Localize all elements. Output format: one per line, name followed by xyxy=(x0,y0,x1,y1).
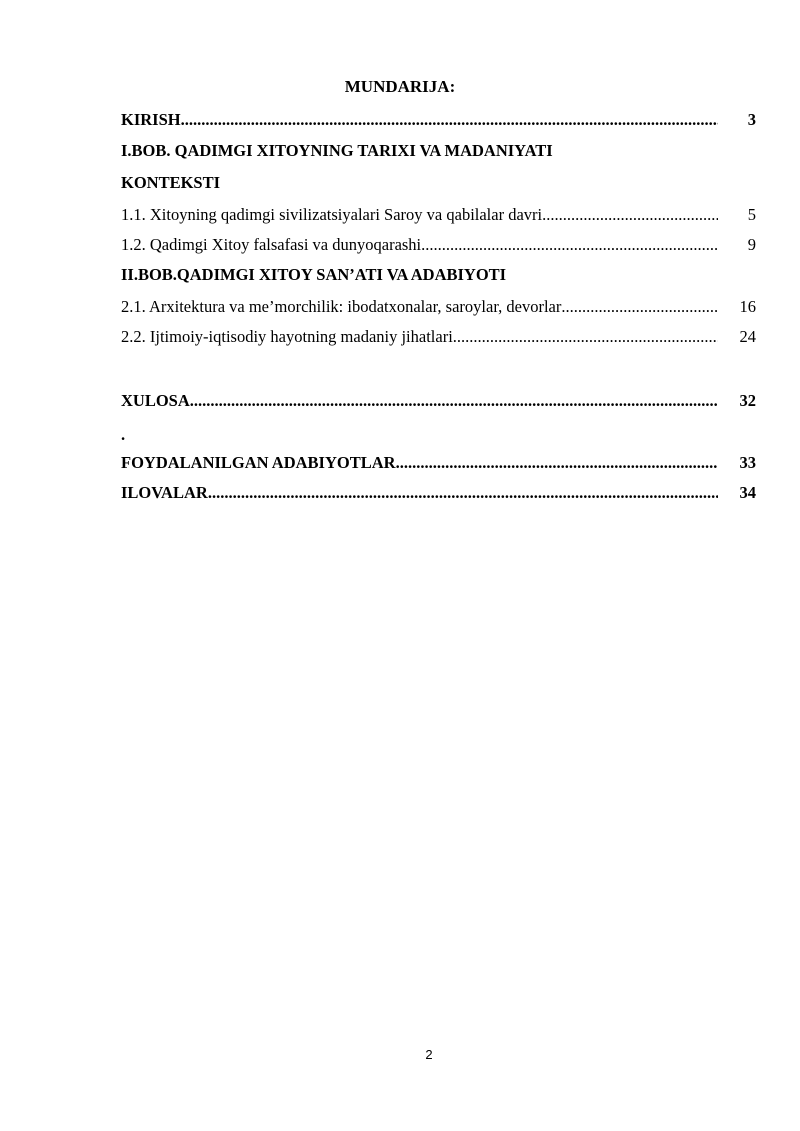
dot-leader xyxy=(561,296,718,318)
toc-entry-text: 1.2. Qadimgi Xitoy falsafasi va dunyoqarashi xyxy=(121,235,422,254)
toc-entry-xulosa[interactable] xyxy=(121,390,756,412)
toc-entry-text: KIRISH xyxy=(121,110,181,129)
stray-period: . xyxy=(121,425,126,444)
toc-entry-label-group xyxy=(121,452,718,474)
toc-entry-text: XULOSA xyxy=(121,391,190,410)
toc-entry-label-group xyxy=(121,326,718,348)
dot-leader xyxy=(181,109,718,131)
footer-page-number: 2 xyxy=(425,1047,433,1062)
chapter-1-heading-continued[interactable]: KONTEKSTI xyxy=(121,173,221,192)
toc-entry-text: 1.1. Xitoyning qadimgi sivilizatsiyalari Saroy va qabilalar davri xyxy=(121,205,543,224)
toc-entry-label-group xyxy=(121,204,718,226)
toc-page-number: 32 xyxy=(739,391,756,410)
dot-leader xyxy=(542,204,718,226)
toc-entry-section-1-2[interactable] xyxy=(121,234,756,256)
toc-entry-label-group xyxy=(121,390,718,412)
page-title: MUNDARIJA: xyxy=(344,77,456,96)
chapter-1-heading[interactable]: I.BOB. QADIMGI XITOYNING TARIXI VA MADANIYATI xyxy=(121,141,553,160)
toc-page-number: 5 xyxy=(747,205,756,224)
dot-leader xyxy=(190,390,718,412)
toc-entry-section-2-1[interactable] xyxy=(121,296,756,318)
toc-page-number: 9 xyxy=(747,235,756,254)
toc-entry-label-group xyxy=(121,234,718,256)
toc-page-number: 33 xyxy=(739,453,756,472)
toc-entry-text: FOYDALANILGAN ADABIYOTLAR xyxy=(121,453,396,472)
toc-entry-section-2-2[interactable] xyxy=(121,326,756,348)
toc-entry-text: 2.1. Arxitektura va me’morchilik: ibodatxonalar, saroylar, devorlar xyxy=(121,297,562,316)
dot-leader xyxy=(453,326,718,348)
toc-entry-foydalanilgan-adabiyotlar[interactable] xyxy=(121,452,756,474)
toc-entry-text: 2.2. Ijtimoiy-iqtisodiy hayotning madaniy jihatlari xyxy=(121,327,453,346)
toc-entry-label-group xyxy=(121,482,718,504)
dot-leader xyxy=(396,452,718,474)
toc-entry-label-group xyxy=(121,109,718,131)
toc-page-number: 16 xyxy=(739,297,756,316)
toc-page-number: 24 xyxy=(739,327,756,346)
dot-leader xyxy=(208,482,718,504)
toc-entry-section-1-1[interactable] xyxy=(121,204,756,226)
toc-entry-label-group xyxy=(121,296,718,318)
toc-entry-kirish[interactable] xyxy=(121,109,756,131)
dot-leader xyxy=(421,234,718,256)
toc-page-number: 3 xyxy=(747,110,756,129)
toc-entry-ilovalar[interactable] xyxy=(121,482,756,504)
chapter-2-heading[interactable]: II.BOB.QADIMGI XITOY SAN’ATI VA ADABIYOTI xyxy=(121,265,507,284)
toc-entry-text: ILOVALAR xyxy=(121,483,208,502)
toc-page-number: 34 xyxy=(739,483,756,502)
